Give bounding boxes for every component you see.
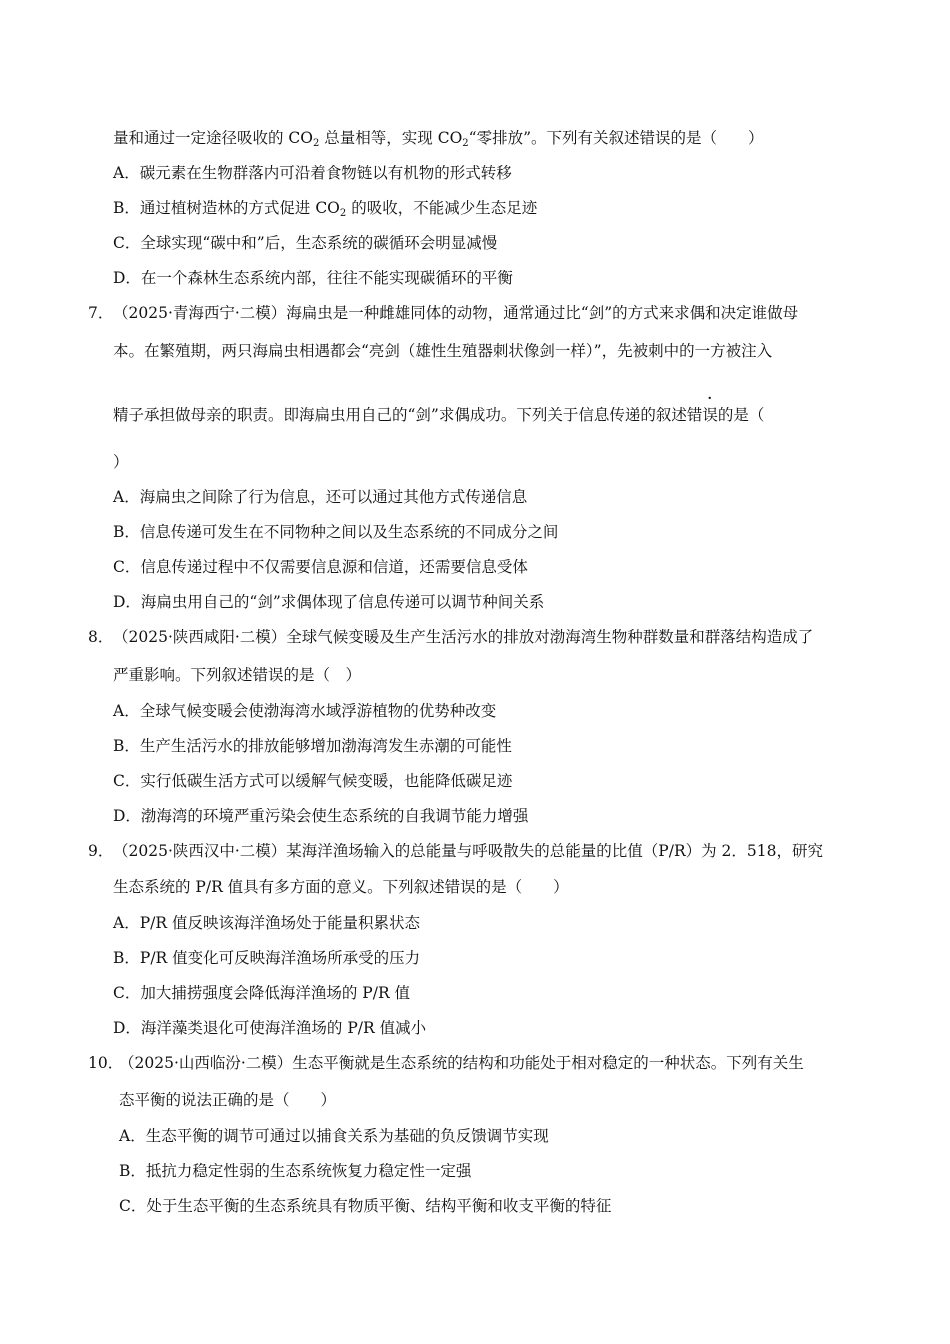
q6-stem-text-a: 量和通过一定途径吸收的 CO xyxy=(113,129,313,147)
q10-option-a: A．生态平衡的调节可通过以捕食关系为基础的负反馈调节实现 xyxy=(119,1127,549,1145)
q8-option-d: D．渤海湾的环境严重污染会使生态系统的自我调节能力增强 xyxy=(113,807,529,825)
q6-option-b-text-a: B．通过植树造林的方式促进 CO xyxy=(113,199,340,217)
q6-option-d: D．在一个森林生态系统内部，往往不能实现碳循环的平衡 xyxy=(113,269,513,287)
q7-option-d: D．海扁虫用自己的“剑”求偶体现了信息传递可以调节种间关系 xyxy=(113,593,545,611)
q7-option-c: C．信息传递过程中不仅需要信息源和信道，还需要信息受体 xyxy=(113,558,528,576)
q10-option-b: B．抵抗力稳定性弱的生态系统恢复力稳定性一定强 xyxy=(119,1162,472,1180)
q6-stem-text-b: 总量相等，实现 CO xyxy=(319,129,463,147)
q8-option-c: C．实行低碳生活方式可以缓解气候变暖，也能降低碳足迹 xyxy=(113,772,513,790)
q8-option-a: A．全球气候变暖会使渤海湾水域浮游植物的优势种改变 xyxy=(113,702,497,720)
q7-stem-text-end: 的是（ xyxy=(717,406,765,424)
q9-option-a: A．P/R 值反映该海洋渔场处于能量积累状态 xyxy=(113,914,420,932)
q10-stem-line-1: （2025·山西临汾·二模）生态平衡就是生态系统的结构和功能处于相对稳定的一种状态。下列有关生 xyxy=(119,1054,804,1072)
q6-stem-text-c: “零排放”。下列有关叙述错误的是（ ） xyxy=(468,129,764,147)
q7-number: 7． xyxy=(88,304,114,322)
q7-option-a: A．海扁虫之间除了行为信息，还可以通过其他方式传递信息 xyxy=(113,488,528,506)
q8-number: 8． xyxy=(88,628,114,646)
emphasis-dotted-text: 错误 xyxy=(686,406,718,424)
q9-option-b: B．P/R 值变化可反映海洋渔场所承受的压力 xyxy=(113,949,421,967)
q9-stem-line-2: 生态系统的 P/R 值具有多方面的意义。下列叙述错误的是（ ） xyxy=(113,878,569,896)
q10-stem-line-2: 态平衡的说法正确的是（ ） xyxy=(119,1091,337,1109)
q7-stem-line-4: ） xyxy=(113,453,129,471)
q10-number: 10． xyxy=(88,1054,124,1072)
q9-option-c: C．加大捕捞强度会降低海洋渔场的 P/R 值 xyxy=(113,984,411,1002)
subscript: 2 xyxy=(313,138,320,149)
q9-option-d: D．海洋藻类退化可使海洋渔场的 P/R 值减小 xyxy=(113,1019,427,1037)
q9-stem-line-1: （2025·陕西汉中·二模）某海洋渔场输入的总能量与呼吸散失的总能量的比值（P/R）为 2．518，研究 xyxy=(113,842,823,860)
q9-number: 9． xyxy=(88,842,114,860)
q8-stem-line-1: （2025·陕西咸阳·二模）全球气候变暖及生产生活污水的排放对渤海湾生物种群数量和群落结构造成了 xyxy=(113,628,814,646)
q7-stem-line-3 xyxy=(113,405,764,425)
subscript: 2 xyxy=(462,138,469,149)
q10-option-c: C．处于生态平衡的生态系统具有物质平衡、结构平衡和收支平衡的特征 xyxy=(119,1197,612,1215)
subscript: 2 xyxy=(339,208,347,219)
q7-stem-text: 精子承担做母亲的职责。即海扁虫用自己的“剑”求偶成功。下列关于信息传递的叙述 xyxy=(113,406,687,424)
q6-option-b xyxy=(113,198,537,224)
q7-option-b: B．信息传递可发生在不同物种之间以及生态系统的不同成分之间 xyxy=(113,523,559,541)
q7-stem-line-2: 本。在繁殖期，两只海扁虫相遇都会“亮剑（雄性生殖器刺状像剑一样）”，先被刺中的一方被注入 xyxy=(113,342,773,360)
q7-stem-line-1: （2025·青海西宁·二模）海扁虫是一种雌雄同体的动物，通常通过比“剑”的方式来求偶和决定谁做母 xyxy=(113,304,799,322)
q6-option-a: A．碳元素在生物群落内可沿着食物链以有机物的形式转移 xyxy=(113,164,512,182)
q6-stem-line xyxy=(113,128,764,154)
q6-option-b-text-b: 的吸收，不能减少生态足迹 xyxy=(346,199,538,217)
q6-option-c: C．全球实现“碳中和”后，生态系统的碳循环会明显减慢 xyxy=(113,234,498,252)
q8-stem-line-2: 严重影响。下列叙述错误的是（ ） xyxy=(113,666,362,684)
q8-option-b: B．生产生活污水的排放能够增加渤海湾发生赤潮的可能性 xyxy=(113,737,512,755)
